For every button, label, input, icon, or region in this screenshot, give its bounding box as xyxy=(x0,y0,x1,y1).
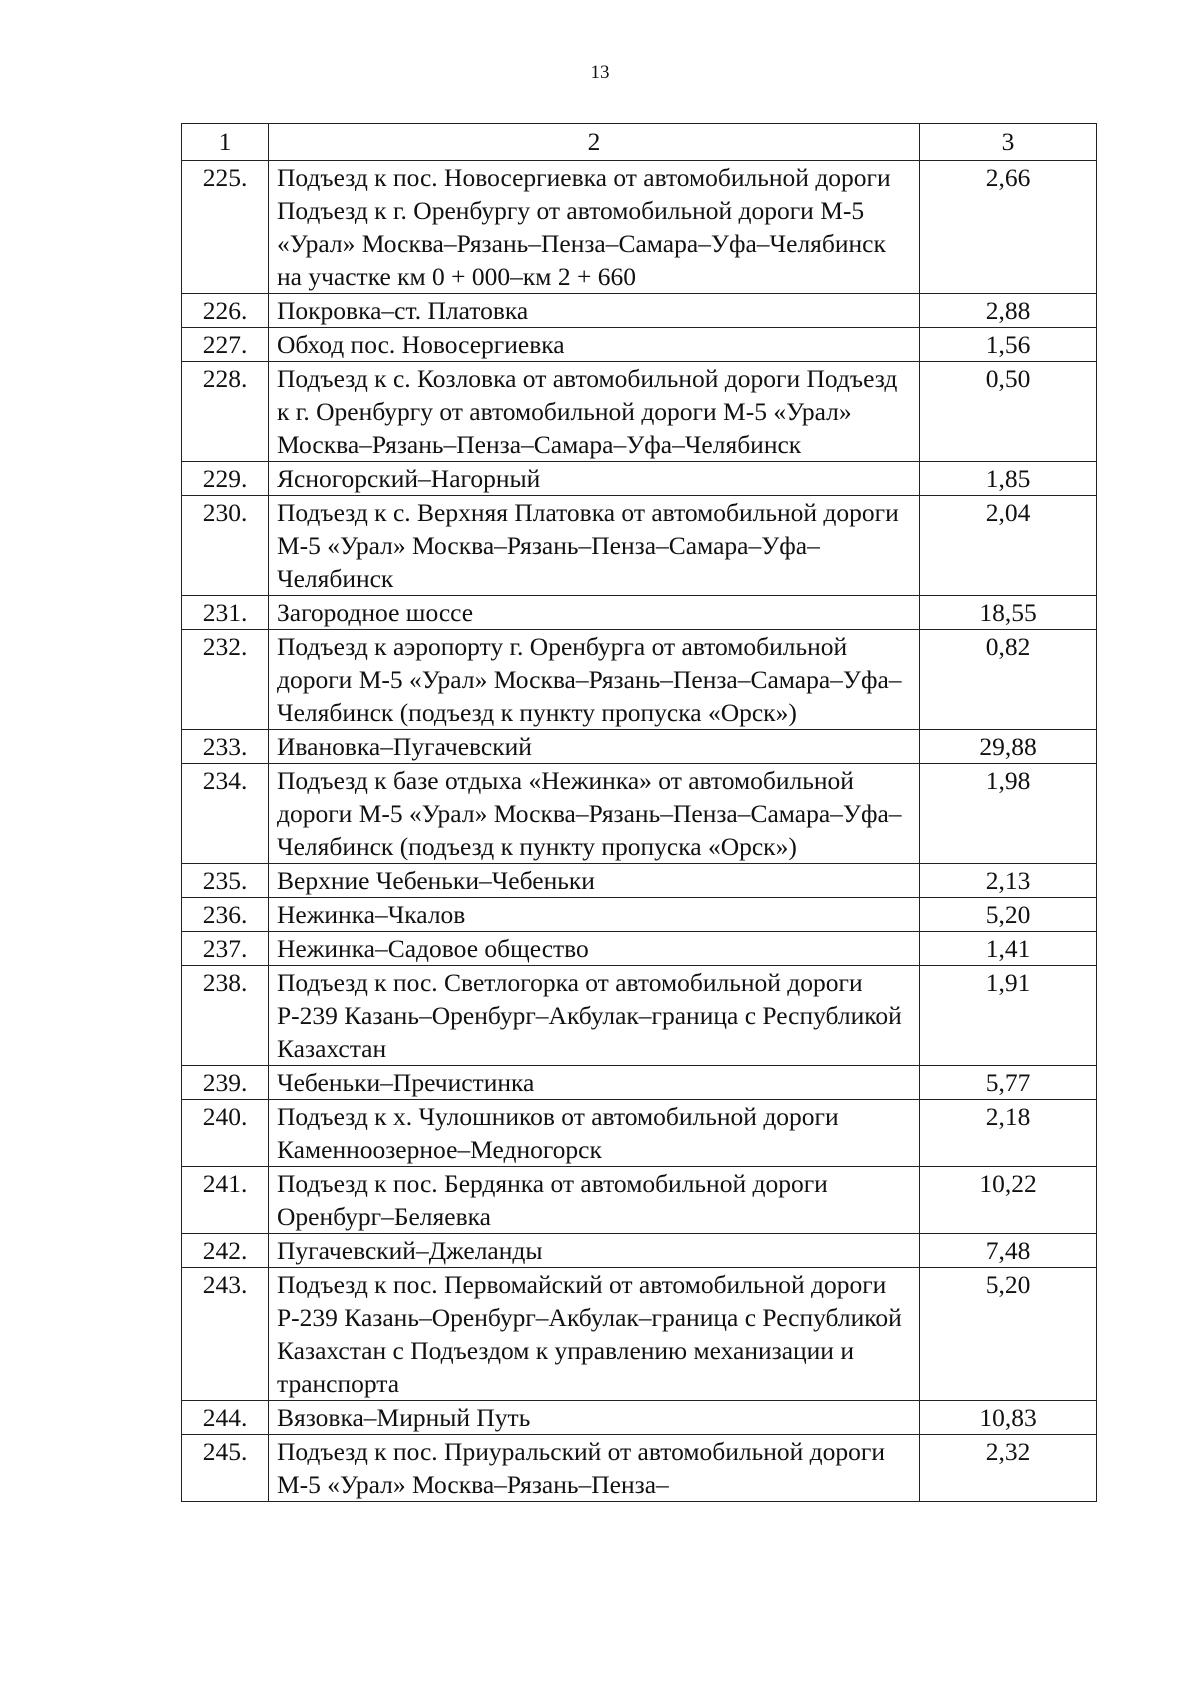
row-number: 244. xyxy=(182,1401,269,1435)
road-length: 2,66 xyxy=(920,161,1097,294)
row-number: 237. xyxy=(182,932,269,966)
road-name: Подъезд к базе отдыха «Нежинка» от автомобильной дороги М-5 «Урал» Москва–Рязань–Пенза–Самара–Уфа–Челябинск (подъезд к пункту пропуска «Орск») xyxy=(269,764,920,864)
road-length: 10,22 xyxy=(920,1167,1097,1234)
road-length: 2,04 xyxy=(920,496,1097,596)
table-row xyxy=(182,1268,1097,1401)
road-length: 5,20 xyxy=(920,898,1097,932)
road-length: 0,50 xyxy=(920,362,1097,462)
row-number: 230. xyxy=(182,496,269,596)
road-name: Подъезд к с. Верхняя Платовка от автомобильной дороги М-5 «Урал» Москва–Рязань–Пенза–Самара–Уфа–Челябинск xyxy=(269,496,920,596)
road-name: Нежинка–Чкалов xyxy=(269,898,920,932)
road-name: Подъезд к пос. Бердянка от автомобильной дороги Оренбург–Беляевка xyxy=(269,1167,920,1234)
road-name: Ясногорский–Нагорный xyxy=(269,462,920,496)
page-number: 13 xyxy=(590,62,610,83)
road-name: Подъезд к пос. Приуральский от автомобильной дороги М-5 «Урал» Москва–Рязань–Пенза– xyxy=(269,1435,920,1502)
road-length: 2,88 xyxy=(920,294,1097,328)
road-length: 2,18 xyxy=(920,1100,1097,1167)
road-length: 1,56 xyxy=(920,328,1097,362)
row-number: 239. xyxy=(182,1066,269,1100)
row-number: 235. xyxy=(182,864,269,898)
table-row xyxy=(182,294,1097,328)
table-row xyxy=(182,898,1097,932)
road-name: Подъезд к с. Козловка от автомобильной дороги Подъезд к г. Оренбургу от автомобильной дороги М-5 «Урал» Москва–Рязань–Пенза–Самара–Уфа–Челябинск xyxy=(269,362,920,462)
table-row xyxy=(182,462,1097,496)
table-row xyxy=(182,1435,1097,1502)
table-row xyxy=(182,161,1097,294)
table-row xyxy=(182,1234,1097,1268)
road-length: 1,91 xyxy=(920,966,1097,1066)
row-number: 245. xyxy=(182,1435,269,1502)
table-row xyxy=(182,496,1097,596)
table-row xyxy=(182,362,1097,462)
table-row xyxy=(182,932,1097,966)
road-length: 2,32 xyxy=(920,1435,1097,1502)
table-row xyxy=(182,328,1097,362)
road-length: 18,55 xyxy=(920,596,1097,630)
row-number: 238. xyxy=(182,966,269,1066)
table-row xyxy=(182,966,1097,1066)
table-header-row xyxy=(182,124,1097,161)
road-name: Ивановка–Пугачевский xyxy=(269,730,920,764)
road-name: Вязовка–Мирный Путь xyxy=(269,1401,920,1435)
road-length: 1,41 xyxy=(920,932,1097,966)
road-name: Подъезд к пос. Первомайский от автомобильной дороги Р-239 Казань–Оренбург–Акбулак–граница с Республикой Казахстан с Подъездом к управлению механизации и транспорта xyxy=(269,1268,920,1401)
table-row xyxy=(182,730,1097,764)
roads-table xyxy=(181,123,1097,1502)
table-row xyxy=(182,1167,1097,1234)
column-header-number: 1 xyxy=(182,124,269,161)
row-number: 231. xyxy=(182,596,269,630)
road-length: 2,13 xyxy=(920,864,1097,898)
row-number: 226. xyxy=(182,294,269,328)
table-row xyxy=(182,596,1097,630)
row-number: 233. xyxy=(182,730,269,764)
column-header-length: 3 xyxy=(920,124,1097,161)
row-number: 243. xyxy=(182,1268,269,1401)
row-number: 241. xyxy=(182,1167,269,1234)
road-name: Покровка–ст. Платовка xyxy=(269,294,920,328)
road-length: 29,88 xyxy=(920,730,1097,764)
table-row xyxy=(182,864,1097,898)
road-name: Подъезд к аэропорту г. Оренбурга от автомобильной дороги М-5 «Урал» Москва–Рязань–Пенза–Самара–Уфа–Челябинск (подъезд к пункту пропуска «Орск») xyxy=(269,630,920,730)
road-name: Подъезд к х. Чулошников от автомобильной дороги Каменноозерное–Медногорск xyxy=(269,1100,920,1167)
table-row xyxy=(182,630,1097,730)
column-header-name: 2 xyxy=(269,124,920,161)
road-length: 5,77 xyxy=(920,1066,1097,1100)
table-row xyxy=(182,764,1097,864)
table-row xyxy=(182,1066,1097,1100)
road-length: 0,82 xyxy=(920,630,1097,730)
road-name: Чебеньки–Пречистинка xyxy=(269,1066,920,1100)
road-length: 7,48 xyxy=(920,1234,1097,1268)
road-name: Нежинка–Садовое общество xyxy=(269,932,920,966)
road-length: 1,98 xyxy=(920,764,1097,864)
road-name: Пугачевский–Джеланды xyxy=(269,1234,920,1268)
row-number: 228. xyxy=(182,362,269,462)
road-length: 1,85 xyxy=(920,462,1097,496)
road-name: Подъезд к пос. Новосергиевка от автомобильной дороги Подъезд к г. Оренбургу от автомобильной дороги М-5 «Урал» Москва–Рязань–Пенза–Самара–Уфа–Челябинск на участке км 0 + 000–км 2 + 660 xyxy=(269,161,920,294)
road-name: Верхние Чебеньки–Чебеньки xyxy=(269,864,920,898)
road-length: 10,83 xyxy=(920,1401,1097,1435)
road-length: 5,20 xyxy=(920,1268,1097,1401)
row-number: 232. xyxy=(182,630,269,730)
road-name: Подъезд к пос. Светлогорка от автомобильной дороги Р-239 Казань–Оренбург–Акбулак–граница с Республикой Казахстан xyxy=(269,966,920,1066)
table-row xyxy=(182,1401,1097,1435)
row-number: 242. xyxy=(182,1234,269,1268)
row-number: 234. xyxy=(182,764,269,864)
row-number: 229. xyxy=(182,462,269,496)
row-number: 240. xyxy=(182,1100,269,1167)
road-name: Загородное шоссе xyxy=(269,596,920,630)
row-number: 227. xyxy=(182,328,269,362)
table-row xyxy=(182,1100,1097,1167)
row-number: 225. xyxy=(182,161,269,294)
road-name: Обход пос. Новосергиевка xyxy=(269,328,920,362)
row-number: 236. xyxy=(182,898,269,932)
